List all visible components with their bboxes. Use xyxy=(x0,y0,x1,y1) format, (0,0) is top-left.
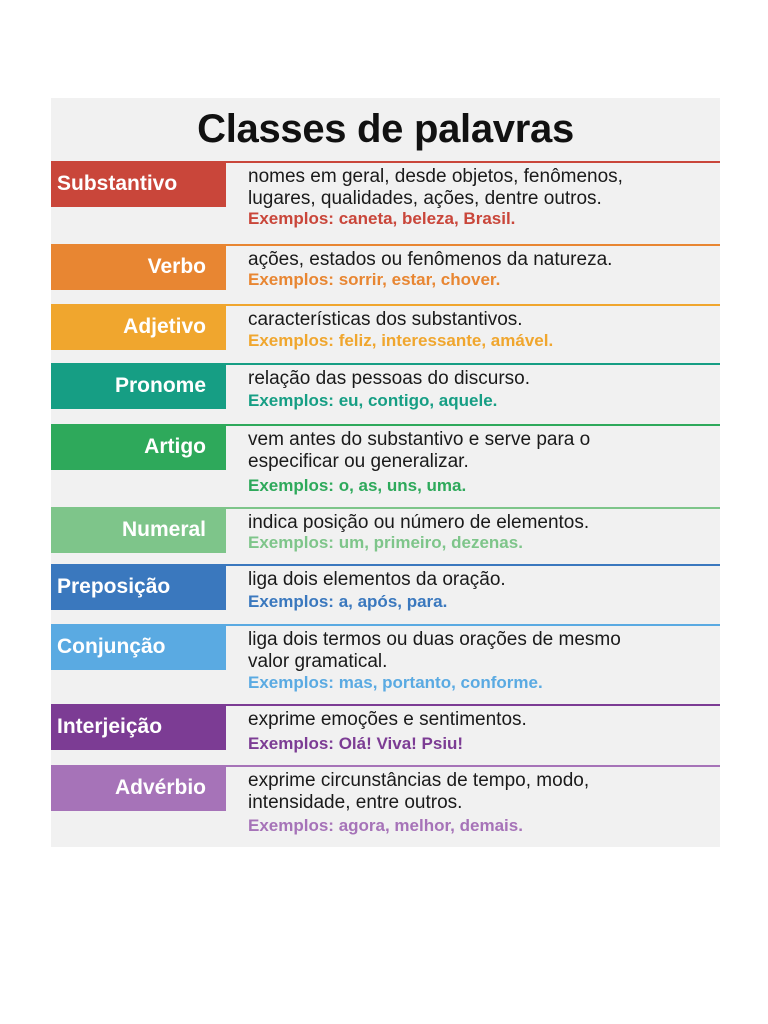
row-divider xyxy=(226,704,720,706)
description-line: vem antes do substantivo e serve para o xyxy=(248,429,591,450)
class-label: Conjunção xyxy=(51,624,226,670)
class-label: Interjeição xyxy=(51,704,226,750)
description-line: exprime emoções e sentimentos. xyxy=(248,709,527,730)
class-description xyxy=(248,512,710,534)
row-divider xyxy=(226,244,720,246)
word-classes-chart xyxy=(51,98,720,847)
row-divider xyxy=(226,161,720,163)
description-line: ações, estados ou fenômenos da natureza. xyxy=(248,249,613,270)
row-divider xyxy=(226,765,720,767)
class-label: Adjetivo xyxy=(51,304,226,350)
class-label: Artigo xyxy=(51,424,226,470)
class-description xyxy=(248,709,710,731)
class-description xyxy=(248,166,710,210)
class-label: Pronome xyxy=(51,363,226,409)
description-line: exprime circunstâncias de tempo, modo, xyxy=(248,770,590,791)
class-examples: Exemplos: sorrir, estar, chover. xyxy=(248,270,501,289)
class-examples: Exemplos: feliz, interessante, amável. xyxy=(248,331,554,350)
class-description xyxy=(248,368,710,390)
class-label: Verbo xyxy=(51,244,226,290)
description-line: intensidade, entre outros. xyxy=(248,792,463,813)
class-examples: Exemplos: agora, melhor, demais. xyxy=(248,816,523,835)
description-line: liga dois elementos da oração. xyxy=(248,569,506,590)
description-line: especificar ou generalizar. xyxy=(248,451,469,472)
description-line: características dos substantivos. xyxy=(248,309,523,330)
row-divider xyxy=(226,304,720,306)
description-line: nomes em geral, desde objetos, fenômenos, xyxy=(248,166,623,187)
class-label: Preposição xyxy=(51,564,226,610)
description-line: liga dois termos ou duas orações de mesmo xyxy=(248,629,621,650)
class-description xyxy=(248,770,710,814)
class-examples: Exemplos: um, primeiro, dezenas. xyxy=(248,533,523,552)
row-divider xyxy=(226,564,720,566)
class-description xyxy=(248,429,710,473)
class-label: Substantivo xyxy=(51,161,226,207)
class-examples: Exemplos: mas, portanto, conforme. xyxy=(248,673,543,692)
class-examples: Exemplos: Olá! Viva! Psiu! xyxy=(248,734,464,753)
class-label: Numeral xyxy=(51,507,226,553)
page-title: Classes de palavras xyxy=(197,107,574,151)
class-description xyxy=(248,569,710,591)
description-line: relação das pessoas do discurso. xyxy=(248,368,530,389)
class-description xyxy=(248,629,710,673)
class-examples: Exemplos: a, após, para. xyxy=(248,592,448,611)
row-divider xyxy=(226,363,720,365)
class-description xyxy=(248,309,710,331)
row-divider xyxy=(226,624,720,626)
description-line: valor gramatical. xyxy=(248,651,388,672)
class-examples: Exemplos: eu, contigo, aquele. xyxy=(248,391,498,410)
class-label: Advérbio xyxy=(51,765,226,811)
class-examples: Exemplos: caneta, beleza, Brasil. xyxy=(248,209,516,228)
row-divider xyxy=(226,507,720,509)
description-line: indica posição ou número de elementos. xyxy=(248,512,590,533)
class-examples: Exemplos: o, as, uns, uma. xyxy=(248,476,467,495)
row-divider xyxy=(226,424,720,426)
description-line: lugares, qualidades, ações, dentre outros. xyxy=(248,188,602,209)
class-description xyxy=(248,249,710,271)
